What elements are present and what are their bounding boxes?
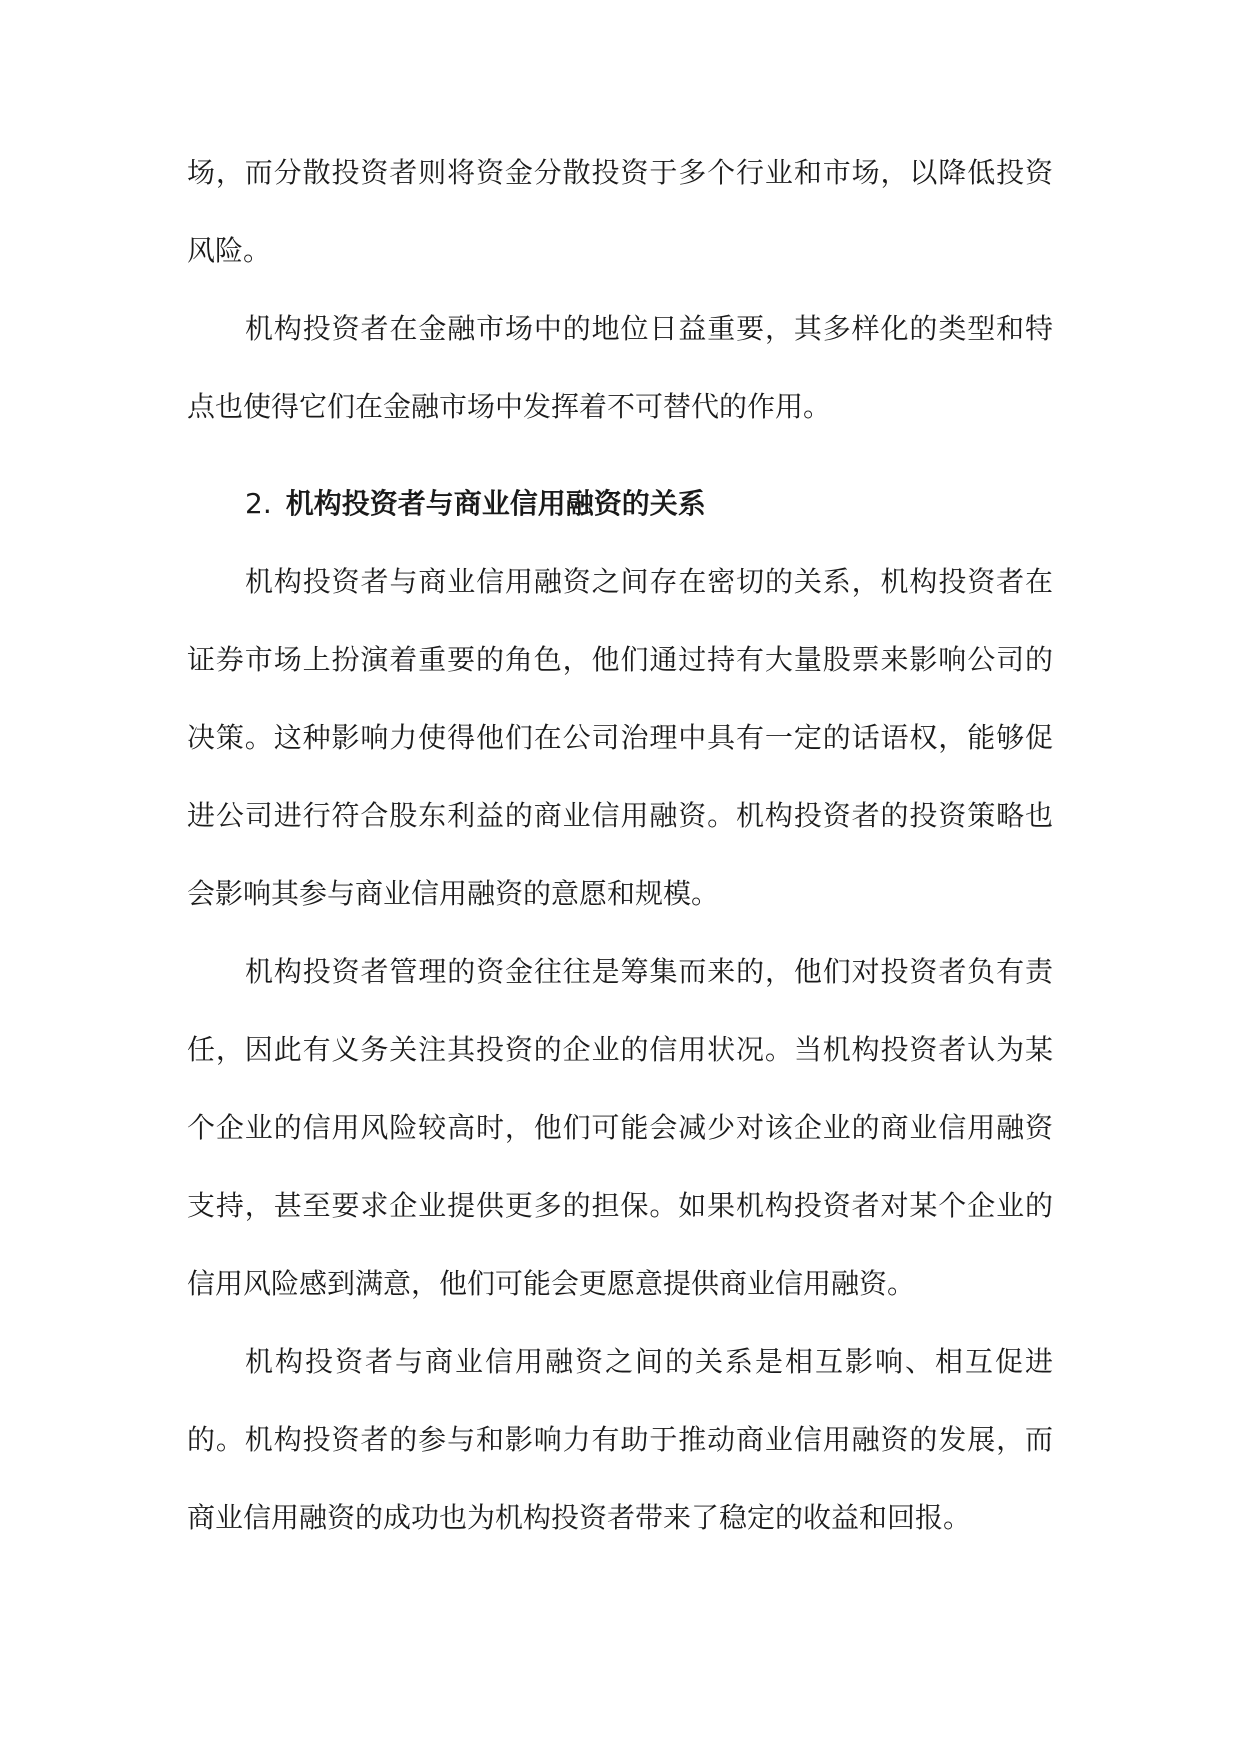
section-title: 机构投资者与商业信用融资的关系 [285,487,706,520]
paragraph-role-summary: 机构投资者在金融市场中的地位日益重要，其多样化的类型和特点也使得它们在金融市场中发挥着不可替代的作用。 [187,312,1053,423]
section-heading [187,465,1053,543]
paragraph-credit-risk: 机构投资者管理的资金往往是筹集而来的，他们对投资者负有责任，因此有义务关注其投资的企业的信用状况。当机构投资者认为某个企业的信用风险较高时，他们可能会减少对该企业的商业信用融资支持，甚至要求企业提供更多的担保。如果机构投资者对某个企业的信用风险感到满意，他们可能会更愿意提供商业信用融资。 [187,955,1053,1300]
paragraph-continuation: 场，而分散投资者则将资金分散投资于多个行业和市场，以降低投资风险。 [187,156,1053,267]
paragraph-mutual-promotion: 机构投资者与商业信用融资之间的关系是相互影响、相互促进的。机构投资者的参与和影响力有助于推动商业信用融资的发展，而商业信用融资的成功也为机构投资者带来了稳定的收益和回报。 [187,1345,1053,1534]
document-body [187,134,1053,1557]
paragraph-relationship-intro: 机构投资者与商业信用融资之间存在密切的关系，机构投资者在证券市场上扮演着重要的角色，他们通过持有大量股票来影响公司的决策。这种影响力使得他们在公司治理中具有一定的话语权，能够促进公司进行符合股东利益的商业信用融资。机构投资者的投资策略也会影响其参与商业信用融资的意愿和规模。 [187,565,1053,910]
section-number: 2. [245,487,272,520]
